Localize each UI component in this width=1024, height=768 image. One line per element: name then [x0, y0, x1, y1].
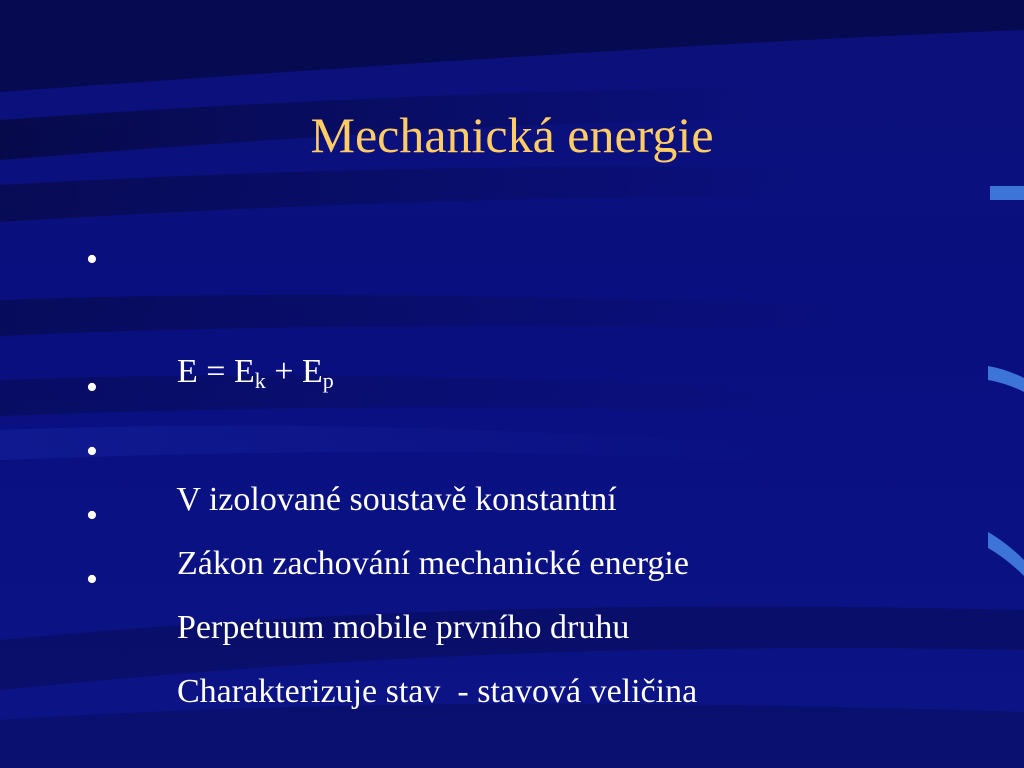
- accent-mark: [990, 186, 1024, 200]
- bullet-text: Zákon zachování mechanické energie: [177, 545, 689, 582]
- bullet-marker: •: [86, 433, 98, 470]
- bullet-text: V izolované soustavě konstantní: [176, 481, 617, 518]
- formula-plus: +: [265, 353, 302, 390]
- formula-ep: E: [301, 353, 323, 390]
- accent-mark: [988, 532, 1024, 576]
- bullet-text: Perpetuum mobile prvního druhu: [177, 609, 630, 646]
- formula-ek-subscript: k: [254, 368, 266, 393]
- bullet-list: [86, 232, 966, 710]
- swoosh-dark: [0, 167, 800, 222]
- formula-ep-subscript: p: [322, 368, 334, 393]
- slide-title: Mechanická energie: [310, 107, 714, 163]
- bullet-formula: [86, 232, 966, 393]
- accent-mark: [988, 366, 1024, 392]
- formula-ek: E: [233, 353, 255, 390]
- bullet-text: Charakterizuje stav - stavová veličina: [177, 673, 698, 710]
- bullet-marker: •: [86, 369, 98, 406]
- formula-e: E: [177, 353, 198, 390]
- swoosh-dark-top: [0, 0, 1024, 92]
- bullet-marker: •: [86, 497, 98, 534]
- bullet-item: [86, 360, 966, 518]
- bullet-marker: •: [86, 241, 98, 278]
- bullet-marker: •: [86, 561, 98, 598]
- formula-equals: =: [197, 353, 234, 390]
